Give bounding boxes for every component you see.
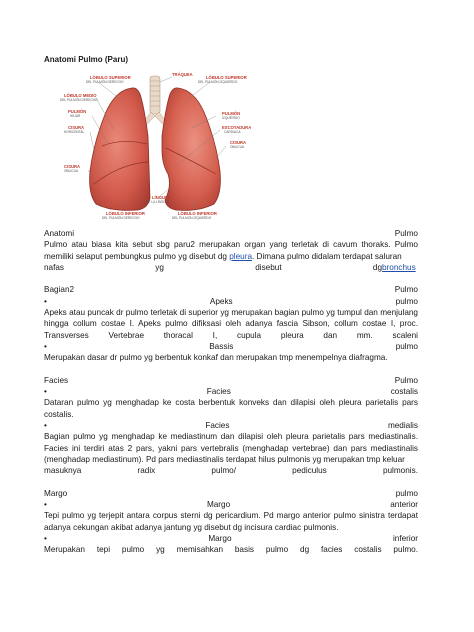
bullet: • xyxy=(44,500,47,510)
paragraph-intro: Pulmo atau biasa kita sebut sbg paru2 merupakan organ yang terletak di cavum thoraks. Pulmo memiliki selaput pembungkus pulmo yg disebut dg pleura. Dimana pulmo didalam terdapat saluran xyxy=(44,240,418,261)
paragraph-intro-lastline: nafas yg disebut dgbronchus xyxy=(44,262,416,272)
link-pleura[interactable]: pleura xyxy=(229,251,252,261)
label-lingula: LÍNGULA xyxy=(152,195,171,200)
bullet: • xyxy=(44,296,47,306)
page-title: Anatomi Pulmo (Paru) xyxy=(44,55,129,64)
svg-text:OBLICUA: OBLICUA xyxy=(230,145,244,149)
label-trachea: TRÁQUEA xyxy=(172,72,193,77)
item-facies-medialis-heading: • Facies medialis xyxy=(44,421,418,431)
item-facies-costalis-heading: • Facies costalis xyxy=(44,387,418,397)
svg-text:CARDIACA: CARDIACA xyxy=(224,130,241,134)
left-lung-shape xyxy=(162,88,220,211)
lung-illustration xyxy=(44,66,266,226)
right-lung-shape xyxy=(90,88,150,211)
paragraph-margo-anterior: Tepi pulmo yg terjepit antara corpus sterni dg pericardium. Pd margo anterior pulmo sinistra terdapat adanya cekungan akibat adanya jantung yg disebut dg incisura cardiac pulmonis. xyxy=(44,511,418,532)
label-escotadura-cardiaca: ESCOTADURA xyxy=(222,125,252,130)
label-lobus-medio: LÓBULO MEDIO xyxy=(64,93,97,98)
paragraph-facies-medialis: Bagian pulmo yg menghadap ke mediastinum dan dilapisi oleh pleura parietalis pars mediastinalis. Facies ini terdiri atas 2 pars, yakni pars vertebralis (menghadap vertebrae) dan pars mediastinalis (menghadap mediastinum). Pd pars mediastinalis terdapat hilus pulmonis yg merupakan tmp keluar xyxy=(44,432,418,464)
item-basis-heading: • Bassis pulmo xyxy=(44,341,418,351)
heading-anatomi: Anatomi Pulmo xyxy=(44,229,418,238)
heading-bagian: Bagian2 Pulmo xyxy=(44,285,418,295)
label-pulmon-hiliar: PULMÓN xyxy=(68,109,87,114)
svg-text:DEL PULMÓN IZQUIERDO: DEL PULMÓN IZQUIERDO xyxy=(172,216,212,220)
trachea-shape xyxy=(150,76,160,114)
paragraph-margo-inferior: Merupakan tepi pulmo yg memisahkan basis pulmo dg facies costalis pulmo. xyxy=(44,545,418,555)
label-lobus-inferior-right: LÓBULO INFERIOR xyxy=(106,211,145,216)
bullet: • xyxy=(44,341,47,351)
label-cisura-horizontal: CISURA xyxy=(68,125,85,130)
bullet: • xyxy=(44,387,47,397)
item-apeks-heading: • Apeks pulmo xyxy=(44,296,418,306)
label-lobus-inferior-left: LÓBULO INFERIOR xyxy=(178,211,217,216)
paragraph-facies-costalis: Dataran pulmo yg menghadap ke costa berbentuk konveks dan dilapisi oleh pleura parietalis pars costalis. xyxy=(44,398,418,419)
document-body xyxy=(44,228,418,556)
label-cisura-oblicua-left: CISURA xyxy=(230,140,247,145)
bullet: • xyxy=(44,534,47,544)
item-margo-anterior-heading: • Margo anterior xyxy=(44,500,418,510)
svg-text:DEL PULMÓN DERECHO: DEL PULMÓN DERECHO xyxy=(60,98,98,102)
paragraph-facies-medialis-lastline: masuknya radix pulmo/ pediculus pulmonis. xyxy=(44,466,418,476)
paragraph-basis: Merupakan dasar dr pulmo yg berbentuk konkaf dan merupakan tmp menempelnya diafragma. xyxy=(44,353,388,363)
label-lobus-superior-left: LÓBULO SUPERIOR xyxy=(206,75,247,80)
label-pulmon-izquierdo: PULMÓN xyxy=(222,111,241,116)
svg-text:DEL PULMÓN IZQUIERDO: DEL PULMÓN IZQUIERDO xyxy=(198,80,238,84)
item-margo-inferior-heading: • Margo inferior xyxy=(44,534,418,544)
lung-anatomy-figure xyxy=(44,66,266,226)
heading-margo: Margo pulmo xyxy=(44,488,418,498)
svg-text:HORIZONTAL: HORIZONTAL xyxy=(64,130,85,134)
svg-text:HILIAR: HILIAR xyxy=(70,114,81,118)
heading-facies: Facies Pulmo xyxy=(44,375,418,385)
label-cisura-oblicua-right: CISURA xyxy=(64,164,81,169)
svg-text:OBLICUA: OBLICUA xyxy=(64,169,78,173)
svg-text:IZQUIERDO: IZQUIERDO xyxy=(222,116,240,120)
paragraph-apeks: Apeks atau puncak dr pulmo terletak di superior yg merupakan bagian pulmo yg tumpul dan menjulang hingga collum costae I. Apeks pulmo difiksasi oleh adanya fascia Sibson, collum costae I, proc. Transverses Vertebrae thoracal I, cupula pleura dan mm. scaleni xyxy=(44,308,418,340)
svg-text:DEL PULMÓN DERECHO: DEL PULMÓN DERECHO xyxy=(102,216,140,220)
svg-text:DE LA LÍNGULA: DE LA LÍNGULA xyxy=(146,200,170,204)
svg-text:DEL PULMÓN DERECHO: DEL PULMÓN DERECHO xyxy=(86,80,124,84)
link-bronchus[interactable]: bronchus xyxy=(382,262,416,272)
bullet: • xyxy=(44,421,47,431)
label-lobus-superior-right: LÓBULO SUPERIOR xyxy=(90,75,131,80)
